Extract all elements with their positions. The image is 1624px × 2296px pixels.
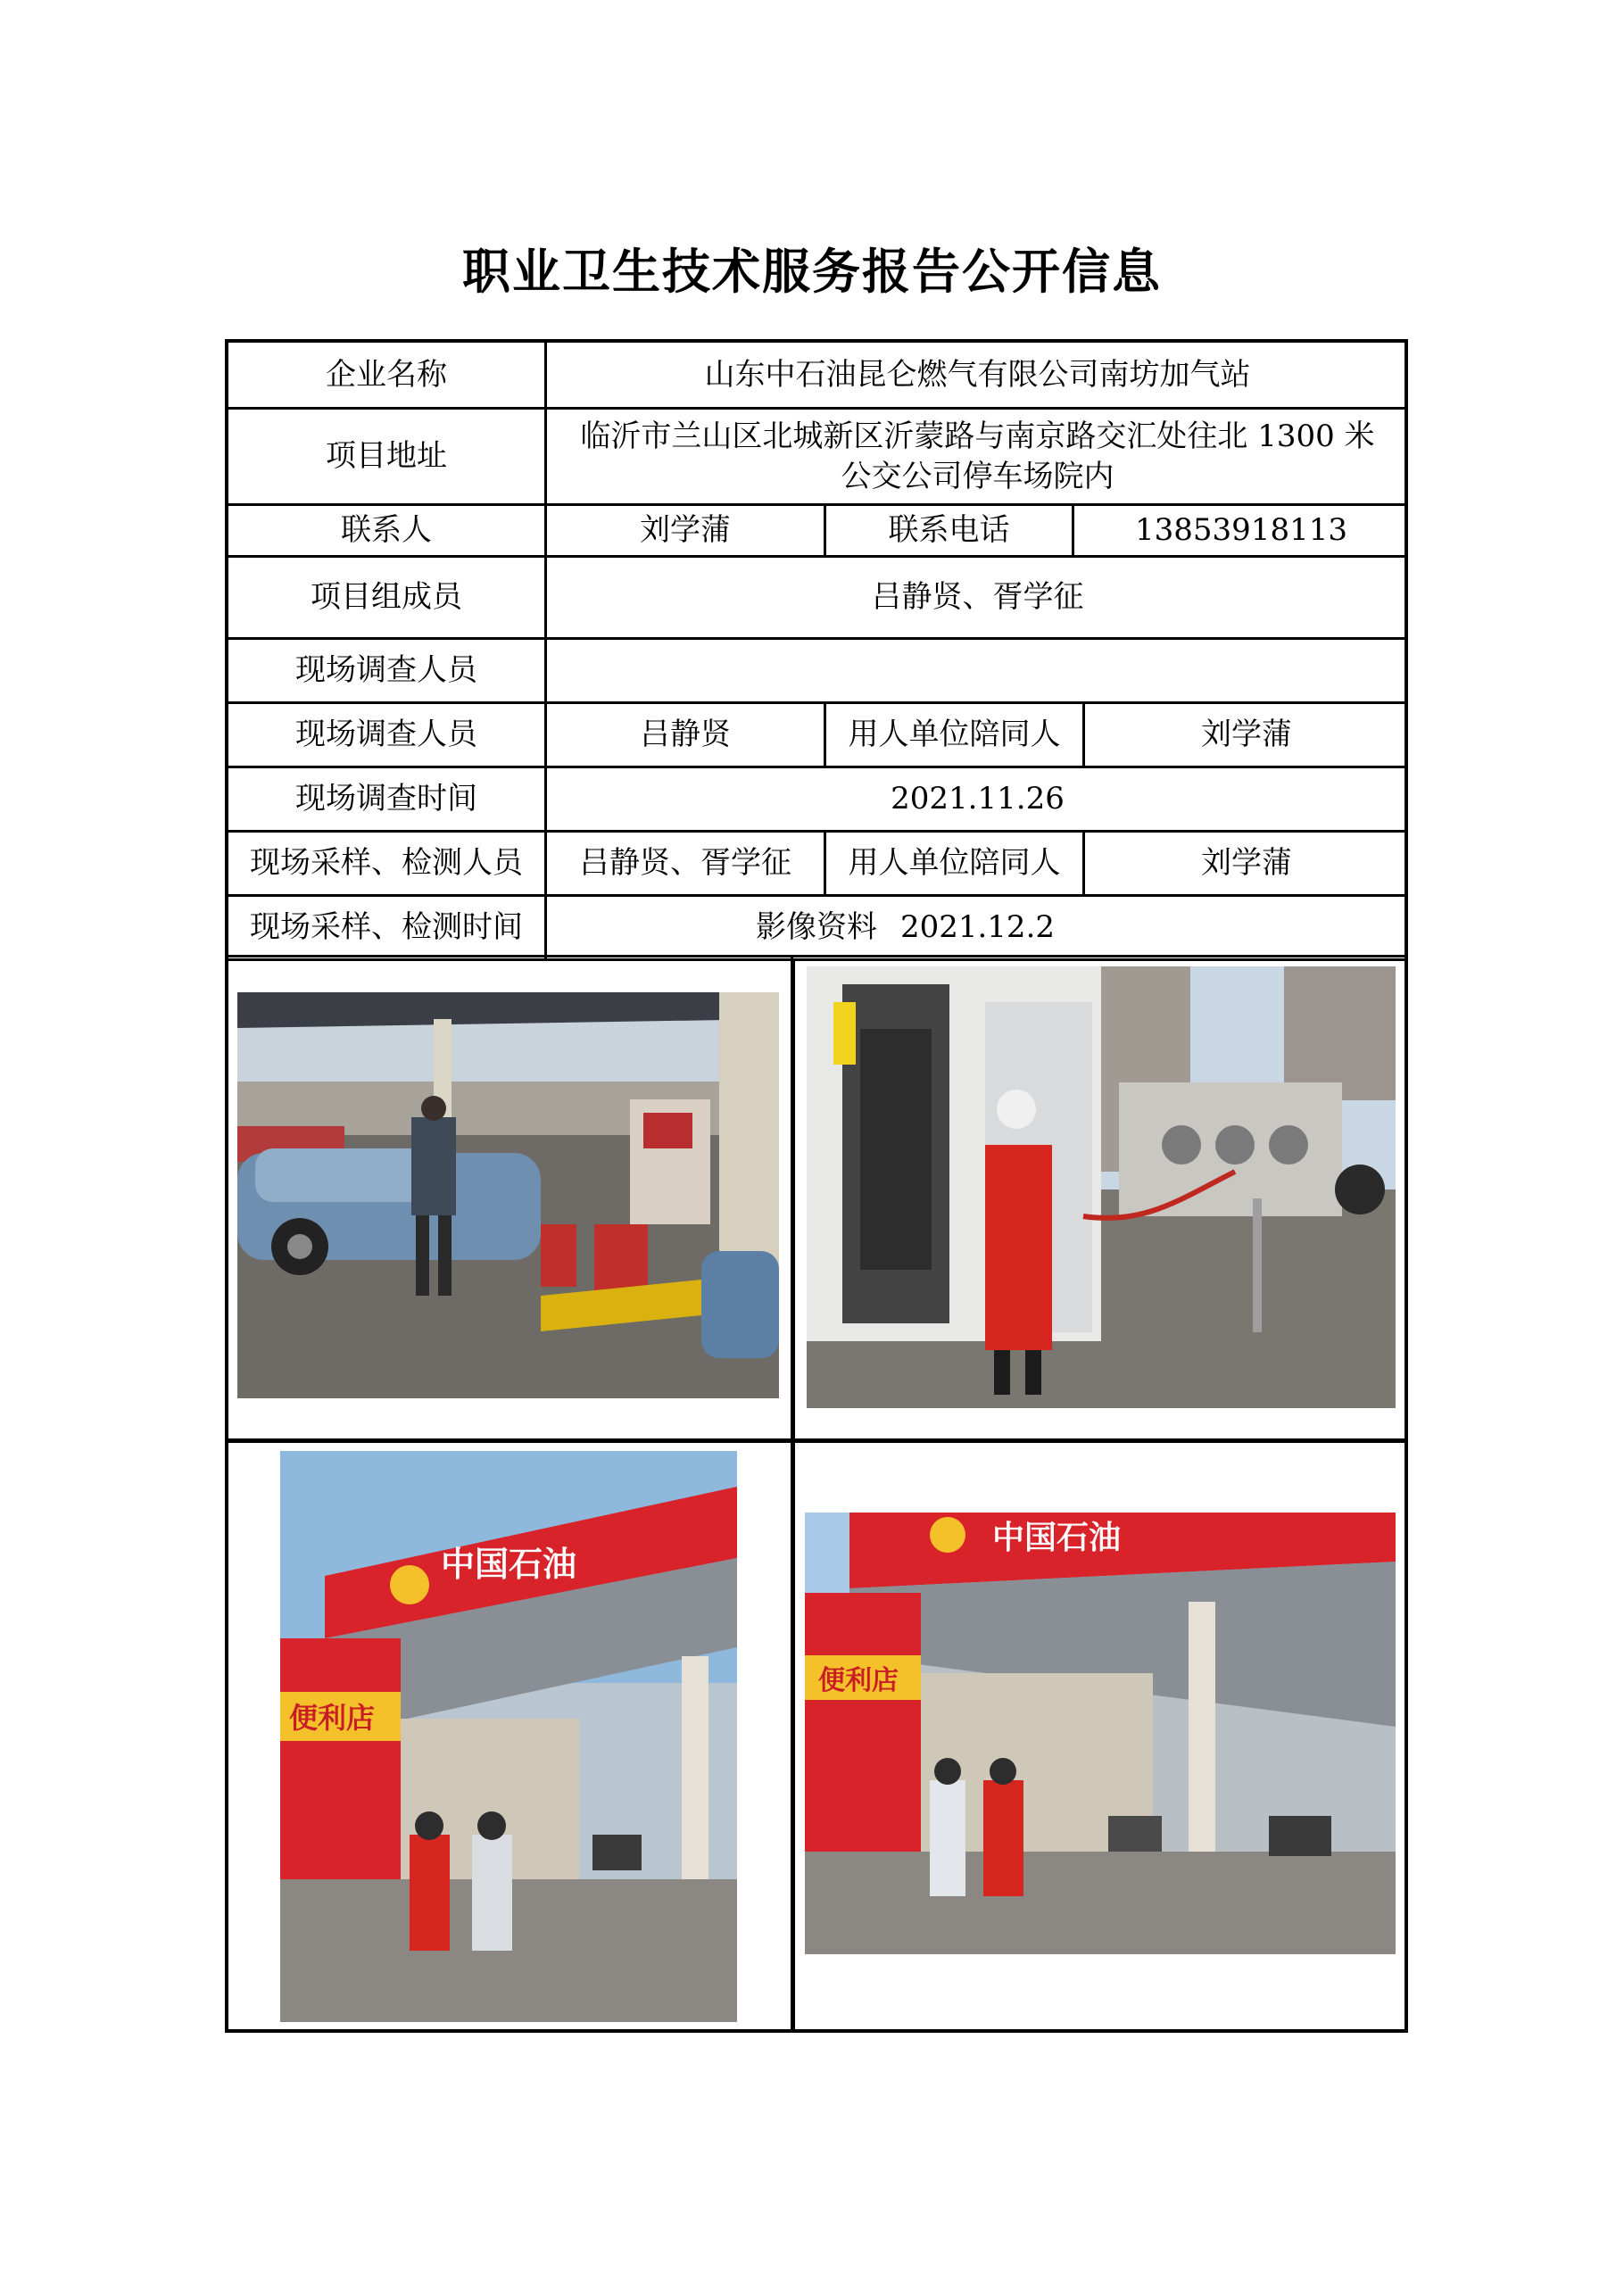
address-line-1: 临沂市兰山区北城新区沂蒙路与南京路交汇处往北 1300 米 xyxy=(580,419,1375,455)
escort-value-1: 刘学蒲 xyxy=(1201,717,1292,753)
survey-time-value: 2021.11.26 xyxy=(891,781,1065,817)
sampling-staff-value: 吕静贤、胥学征 xyxy=(579,845,791,882)
survey-time-label: 现场调查时间 xyxy=(295,781,477,817)
escort-value-2: 刘学蒲 xyxy=(1201,845,1292,882)
store-sign-2: 便利店 xyxy=(818,1665,899,1696)
store-sign-1: 便利店 xyxy=(289,1701,376,1735)
photo-station-front-1 xyxy=(280,1451,737,2022)
escort-label-1: 用人单位陪同人 xyxy=(848,717,1061,753)
photo-station-front-2 xyxy=(805,1513,1396,1954)
address-value xyxy=(547,410,1408,503)
photo-fuel-island xyxy=(237,992,779,1398)
survey-staff-label: 现场调查人员 xyxy=(295,652,477,689)
sampling-staff-label: 现场采样、检测人员 xyxy=(250,845,523,882)
survey-staff-value: 吕静贤 xyxy=(640,717,731,753)
company-value: 山东中石油昆仑燃气有限公司南坊加气站 xyxy=(704,356,1251,393)
phone-value: 13853918113 xyxy=(1135,512,1347,549)
images-area xyxy=(225,892,1408,2033)
page-title: 职业卫生技术服务报告公开信息 xyxy=(462,244,1162,300)
company-label: 企业名称 xyxy=(326,356,447,393)
sampling-time-label: 现场采样、检测时间 xyxy=(250,909,523,946)
photo-compressor xyxy=(807,966,1396,1408)
brand-sign-1: 中国石油 xyxy=(441,1545,577,1584)
address-line-2: 公交公司停车场院内 xyxy=(841,458,1114,494)
survey-staff-label-row: 现场调查人员 xyxy=(295,717,477,753)
contact-label: 联系人 xyxy=(341,512,432,549)
address-label: 项目地址 xyxy=(326,438,447,475)
images-label: 影像资料 xyxy=(756,908,877,945)
contact-value: 刘学蒲 xyxy=(640,512,731,549)
team-label: 项目组成员 xyxy=(311,579,462,616)
brand-sign-2: 中国石油 xyxy=(992,1520,1122,1556)
team-value: 吕静贤、胥学征 xyxy=(871,579,1084,616)
sampling-time-value: 2021.12.2 xyxy=(899,909,1056,946)
escort-label-2: 用人单位陪同人 xyxy=(848,845,1061,882)
phone-label: 联系电话 xyxy=(888,512,1010,549)
